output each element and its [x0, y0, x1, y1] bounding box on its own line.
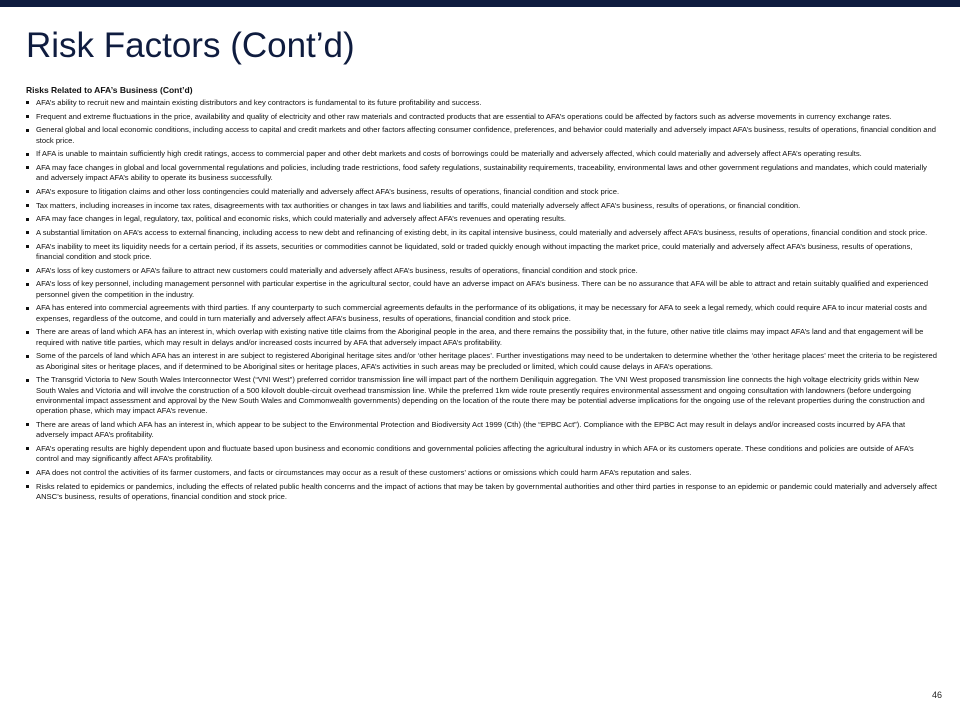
list-item-text: AFA may face changes in legal, regulatory, tax, political and economic risks, which could materially and adversely affect AFA’s revenues and operating results.: [36, 214, 567, 224]
list-item: [26, 303, 938, 324]
list-item: [26, 279, 938, 300]
bullet-icon: [26, 471, 29, 474]
list-item: [26, 214, 938, 224]
bullet-icon: [26, 153, 29, 156]
bullet-icon: [26, 379, 29, 382]
list-item: [26, 375, 938, 416]
list-item: [26, 327, 938, 348]
list-item-text: AFA’s ability to recruit new and maintain existing distributors and key contractors is fundamental to its future profitability and success.: [36, 98, 482, 107]
list-item-text: If AFA is unable to maintain sufficiently high credit ratings, access to commercial paper and other debt markets and costs of borrowings could be materially and adversely affected, which could materially and adversely affect AFA’s operating results.: [36, 149, 862, 159]
list-item: [26, 201, 938, 211]
list-item-text: Frequent and extreme fluctuations in the price, availability and quality of electricity and other raw materials and contracted products that are essential to AFA’s operations could be affected by factors such as adverse movements in currency exchange rates.: [36, 111, 892, 121]
bullet-icon: [26, 307, 29, 310]
bullet-icon: [26, 166, 29, 169]
bullet-icon: [26, 331, 29, 334]
list-item-text: Tax matters, including increases in income tax rates, disagreements with tax authorities or changes in tax laws and liabilities and tariffs, could materially adversely affect AFA’s business, results of operations, or financial condition.: [36, 200, 801, 210]
list-item-text: AFA does not control the activities of its farmer customers, and facts or circumstances may occur as a result of these customers’ actions or omissions which could harm AFA’s reputation and sales.: [36, 467, 692, 477]
list-item: [26, 125, 938, 146]
list-item-text: A substantial limitation on AFA’s access to external financing, including access to new debt and refinancing of existing debt, in its capital intensive business, could materially and adversely affect AFA’s business, results of operations, financial condition and stock price.: [36, 228, 928, 238]
bullet-icon: [26, 218, 29, 221]
list-item: [26, 163, 938, 184]
bullet-icon: [26, 101, 29, 104]
page-number: 46: [931, 690, 942, 700]
bullet-icon: [26, 355, 29, 358]
bullet-icon: [26, 204, 29, 207]
bullet-icon: [26, 129, 29, 132]
list-item: [26, 112, 938, 122]
list-item: [26, 266, 938, 276]
list-item: [26, 420, 938, 441]
list-item-text: AFA’s loss of key customers or AFA’s failure to attract new customers could materially and adversely affect AFA’s business, results of operations, financial condition and stock price.: [36, 265, 638, 275]
list-item-text: AFA’s loss of key personnel, including management personnel with particular expertise in the agricultural sector, could have an adverse impact on AFA’s business. There can be no assurance that AFA will be able to attract and retain suitably qualified and experienced personnel given the competition in the industry.: [36, 279, 929, 299]
list-item: [26, 187, 938, 197]
list-item: [26, 468, 938, 478]
list-item-text: General global and local economic conditions, including access to capital and credit markets and other factors affecting consumer confidence, preferences, and behavior could materially and adversely impact AFA’s business, results of operations, financial condition and stock price.: [36, 125, 936, 145]
list-item-text: AFA may face changes in global and local governmental regulations and policies, including trade restrictions, food safety regulations, sustainability requirements, traceability, environmental laws and other government regulations and mandates, which could materially and adversely impact AFA’s ability to operate its business successfully.: [36, 163, 927, 183]
list-item-text: Risks related to epidemics or pandemics, including the effects of related public health concerns and the impact of actions that may be taken by governmental authorities and other third parties in response to an epidemic or pandemic could materially and adversely affect ANSC’s business, results of operations, financial condition and stock price.: [36, 481, 937, 501]
list-item: [26, 228, 938, 238]
list-item-text: Some of the parcels of land which AFA has an interest in are subject to registered Aboriginal heritage sites and/or ‘other heritage places’. Further investigations may need to be undertaken to determine whether the ‘other heritage places’ meet the criteria to be registered as Aboriginal sites or heritage places, and if determined to be Aboriginal sites or heritage places, AFA’s activities in such areas may be precluded or limited, which could cause delays in AFA’s operations.: [36, 351, 937, 371]
list-item: [26, 444, 938, 465]
bullet-icon: [26, 190, 29, 193]
bullet-icon: [26, 231, 29, 234]
bullet-icon: [26, 283, 29, 286]
list-item: [26, 98, 938, 108]
page-title: Risk Factors (Cont’d): [26, 26, 355, 65]
list-item-text: The Transgrid Victoria to New South Wales Interconnector West (“VNI West”) preferred corridor transmission line will impact part of the northern Deniliquin aggregation. The VNI West proposed transmission line connects the high voltage electricity grids within New South Wales and Victoria and will involve the construction of a 500 kilovolt double-circuit overhead transmission line. While the preferred 1km wide route presently requires environmental assessment and ongoing consultation with landowners (before undergoing environmental impact assessment and approval by the New South Wales and Commonwealth governments) depending on the location of the route there may be potential adverse implications for the ongoing use of the relevant properties during the construction and operation phase, which may impact AFA’s revenue.: [36, 375, 925, 416]
top-accent-bar: [0, 0, 960, 7]
list-item: [26, 242, 938, 263]
risk-factor-list: [26, 98, 938, 506]
bullet-icon: [26, 423, 29, 426]
list-item-text: AFA has entered into commercial agreements with third parties. If any counterparty to such commercial agreements defaults in the performance of its obligations, it may be necessary for AFA to seek a legal remedy, which could require AFA to incur material costs and expenses, regardless of the outcome, and could in turn materially and adversely affect AFA’s business, results of operations, financial condition and stock price.: [36, 303, 927, 323]
bullet-icon: [26, 447, 29, 450]
bullet-icon: [26, 245, 29, 248]
list-item-text: AFA’s inability to meet its liquidity needs for a certain period, if its assets, securities or commodities cannot be liquidated, sold or traded quickly enough without impacting the market price, could materially and adversely affect AFA’s business, results of operations, financial condition and stock price.: [36, 241, 913, 262]
list-item: [26, 149, 938, 159]
bullet-icon: [26, 485, 29, 488]
list-item-text: There are areas of land which AFA has an interest in, which overlap with existing native title claims from the Aboriginal people in the area, and there remains the possibility that, in the future, other native title claims may impact AFA’s land and that engagement will be required with native title parties, which may result in delays and/or increased costs incurred by AFA that adversely impact AFA’s profitability.: [36, 327, 924, 347]
list-item-text: AFA’s operating results are highly dependent upon and fluctuate based upon business and economic conditions and governmental policies affecting the agricultural industry in which AFA or its customers operate. These conditions and policies are outside of AFA’s control and may significantly affect AFA’s profitability.: [36, 443, 914, 464]
bullet-icon: [26, 115, 29, 118]
list-item: [26, 351, 938, 372]
list-item: [26, 482, 938, 503]
bullet-icon: [26, 269, 29, 272]
list-item-text: AFA’s exposure to litigation claims and other loss contingencies could materially and adversely affect AFA’s business, results of operations, financial condition and stock price.: [36, 187, 620, 197]
section-heading: Risks Related to AFA’s Business (Cont’d): [26, 85, 193, 95]
list-item-text: There are areas of land which AFA has an interest in, which appear to be subject to the Environmental Protection and Biodiversity Act 1999 (Cth) (the “EPBC Act”). Compliance with the EPBC Act may result in delays and/or increased costs incurred by AFA that adversely impact AFA’s profitability.: [36, 419, 906, 440]
